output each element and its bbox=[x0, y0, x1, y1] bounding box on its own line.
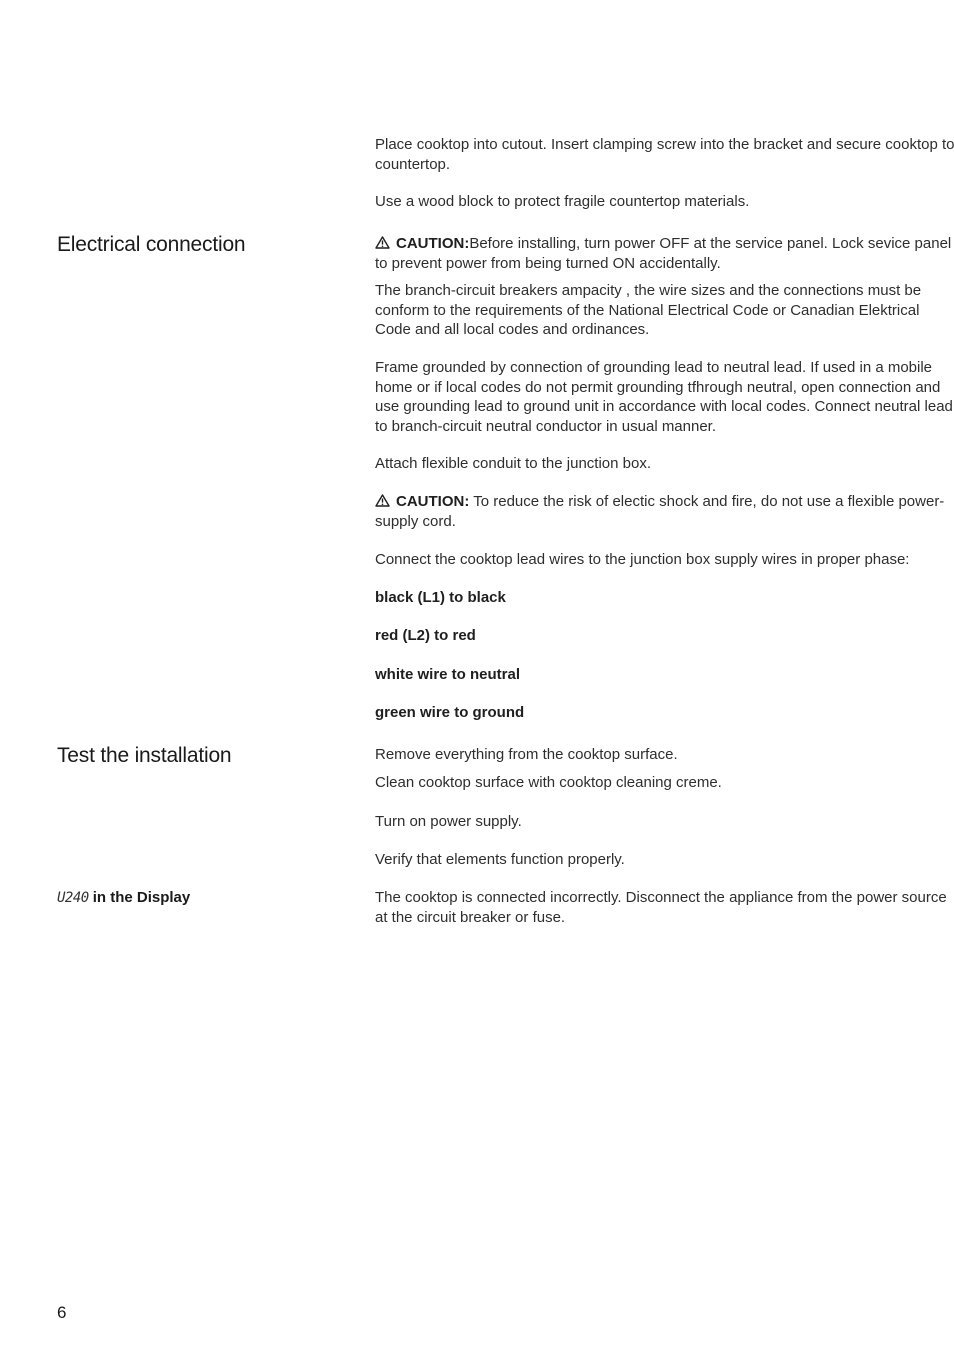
warning-triangle-icon bbox=[375, 494, 390, 507]
caution-text: Before installing, turn power OFF at the service panel. Lock sevice panel to prevent power from being turned ON accidentally. bbox=[375, 235, 952, 272]
caution-paragraph-power-off bbox=[375, 234, 954, 273]
paragraph-conduit: Attach flexible conduit to the junction box. bbox=[375, 455, 652, 472]
warning-triangle-icon bbox=[375, 236, 390, 249]
page-number: 6 bbox=[57, 1303, 67, 1322]
section-heading-electrical-connection: Electrical connection bbox=[57, 233, 246, 256]
caution-label: CAUTION: bbox=[396, 493, 470, 510]
wire-item-green: green wire to ground bbox=[375, 704, 525, 721]
paragraph-frame-grounded: Frame grounded by connection of grounding lead to neutral lead. If used in a mobile home or if local codes do not permit grounding tfhrough neutral, open connection and use grounding lead to ground unit in accordance with local codes. Connect neutral lead to branch-circuit neutral conductor in usual manner. bbox=[375, 359, 953, 435]
wire-item-black: black (L1) to black bbox=[375, 589, 506, 606]
intro-paragraph-cutout: Place cooktop into cutout. Insert clamping screw into the bracket and secure cooktop to countertop. bbox=[375, 136, 954, 173]
caution-label: CAUTION: bbox=[396, 235, 470, 252]
intro-paragraph-wood-block: Use a wood block to protect fragile countertop materials. bbox=[375, 193, 750, 210]
caution-text: To reduce the risk of electic shock and fire, do not use a flexible power-supply cord. bbox=[375, 493, 945, 530]
display-label-text: in the Display bbox=[92, 889, 191, 906]
paragraph-connect-wires: Connect the cooktop lead wires to the junction box supply wires in proper phase: bbox=[375, 551, 910, 568]
test-step-clean: Clean cooktop surface with cooktop cleaning creme. bbox=[375, 774, 722, 791]
test-step-remove: Remove everything from the cooktop surface. bbox=[375, 746, 678, 763]
display-code: U240 bbox=[57, 890, 89, 906]
display-error-description: The cooktop is connected incorrectly. Disconnect the appliance from the power source at the circuit breaker or fuse. bbox=[375, 889, 947, 926]
paragraph-breakers: The branch-circuit breakers ampacity , the wire sizes and the connections must be conform to the requirements of the National Electrical Code or Canadian Elektrical Code and all local codes and ordinances. bbox=[375, 282, 922, 338]
test-step-verify: Verify that elements function properly. bbox=[375, 851, 625, 868]
wire-item-red: red (L2) to red bbox=[375, 627, 476, 644]
wire-item-white: white wire to neutral bbox=[375, 666, 521, 683]
caution-paragraph-power-cord bbox=[375, 492, 954, 531]
section-heading-test-installation: Test the installation bbox=[57, 744, 232, 767]
display-error-label bbox=[57, 889, 190, 906]
test-step-power: Turn on power supply. bbox=[375, 813, 522, 830]
